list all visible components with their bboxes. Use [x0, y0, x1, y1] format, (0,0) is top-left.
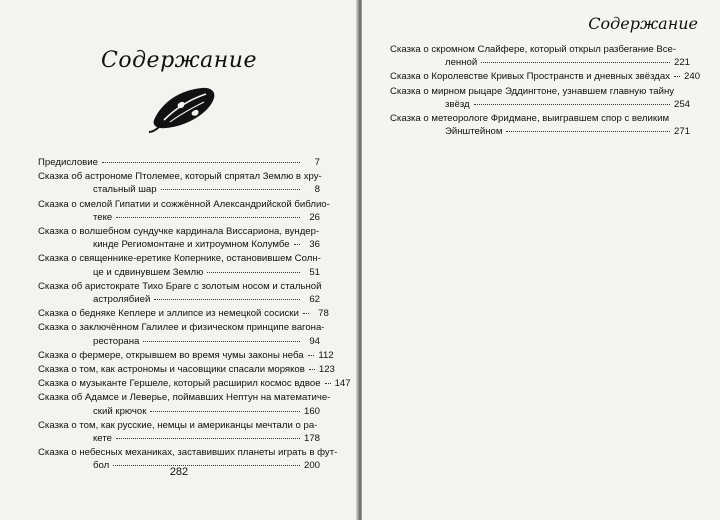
- toc-page-number: 254: [673, 98, 690, 110]
- toc-entry-line: [38, 238, 320, 251]
- toc-page-number: 160: [303, 405, 320, 417]
- table-of-contents-left: [38, 156, 351, 474]
- toc-entry-title: Сказка о священнике-еретике Копернике, остановившем Солн-: [38, 253, 321, 265]
- toc-entry-title: Сказка о бедняке Кеплере и эллипсе из немецкой сосиски: [38, 308, 299, 320]
- toc-entry-title: теке: [93, 211, 113, 223]
- ornament-icon: [148, 82, 220, 134]
- toc-entry-line: [38, 211, 320, 224]
- toc-entry[interactable]: [38, 252, 320, 278]
- dot-leader: [674, 76, 680, 77]
- toc-page-number: 94: [309, 335, 320, 347]
- dot-leader: [102, 162, 300, 163]
- toc-entry-line: [38, 225, 320, 238]
- toc-entry-title: ский крючок: [93, 405, 147, 417]
- toc-entry[interactable]: [390, 70, 701, 83]
- toc-entry-line: [38, 335, 320, 348]
- toc-entry-line: [38, 377, 351, 390]
- toc-entry[interactable]: [38, 170, 320, 196]
- toc-page-number: 123: [318, 364, 335, 376]
- toc-entry-line: [38, 156, 320, 169]
- toc-entry-line: [38, 349, 334, 362]
- toc-entry-title: Сказка о метеорологе Фридмане, выигравшем спор с великим: [390, 113, 670, 125]
- dot-leader: [474, 104, 670, 105]
- toc-page-number: 7: [314, 157, 320, 168]
- running-header: Содержание: [588, 14, 698, 33]
- toc-entry-line: [38, 432, 320, 445]
- toc-entry-line: [390, 85, 690, 98]
- toc-entry[interactable]: [38, 225, 320, 251]
- dot-leader: [207, 272, 300, 273]
- toc-entry-line: [38, 183, 320, 196]
- toc-entry-title: кинде Региомонтане и хитроумном Колумбе: [93, 239, 290, 251]
- dot-leader: [143, 341, 300, 342]
- toc-entry[interactable]: [38, 198, 330, 224]
- toc-entry-line: [38, 266, 320, 279]
- toc-page-number: 147: [334, 378, 351, 390]
- toc-page-number: 240: [684, 71, 701, 83]
- dot-leader: [309, 369, 315, 370]
- toc-entry[interactable]: [38, 391, 331, 417]
- toc-entry-title: Эйнштейном: [445, 126, 503, 138]
- contents-title: Содержание: [101, 48, 257, 73]
- dot-leader: [116, 438, 300, 439]
- dot-leader: [308, 355, 314, 356]
- toc-entry-title: астролябией: [93, 294, 151, 306]
- toc-entry-line: [38, 198, 330, 211]
- toc-entry-line: [38, 293, 320, 306]
- toc-entry-title: Предисловие: [38, 157, 98, 168]
- toc-entry-line: [390, 112, 690, 125]
- toc-entry-title: бол: [93, 460, 110, 472]
- right-page: [362, 0, 720, 520]
- toc-entry-title: Сказка о том, как астрономы и часовщики спасали моряков: [38, 364, 305, 376]
- toc-entry-line: [38, 419, 320, 432]
- toc-entry-title: Сказка о заключённом Галилее и физическом принципе вагона-: [38, 322, 325, 334]
- toc-entry[interactable]: [38, 377, 351, 390]
- toc-entry-title: Сказка об аристократе Тихо Браге с золотым носом и стальной: [38, 280, 322, 292]
- toc-entry-line: [38, 170, 320, 183]
- toc-entry-title: Сказка о Королевстве Кривых Пространств и дневных звёздах: [390, 71, 671, 83]
- toc-entry-line: [38, 280, 320, 293]
- dot-leader: [116, 217, 300, 218]
- toc-page-number: 51: [309, 266, 320, 278]
- toc-entry-title: це и сдвинувшем Землю: [93, 266, 204, 278]
- toc-entry-line: [390, 125, 690, 138]
- toc-page-number: 8: [314, 184, 320, 196]
- toc-entry-title: ресторана: [93, 335, 140, 347]
- toc-entry-line: [390, 43, 690, 56]
- toc-entry[interactable]: [38, 321, 325, 347]
- toc-page-number: 78: [318, 308, 329, 320]
- dot-leader: [161, 189, 300, 190]
- dot-leader: [154, 299, 300, 300]
- toc-entry-title: ленной: [445, 57, 478, 69]
- toc-entry-title: кете: [93, 433, 112, 445]
- toc-page-number: 271: [673, 126, 690, 138]
- toc-entry-title: Сказка о волшебном сундучке кардинала Виссариона, вундер-: [38, 226, 320, 238]
- toc-entry-line: [38, 405, 320, 418]
- dot-leader: [303, 313, 309, 314]
- toc-page-number: 112: [318, 349, 334, 361]
- toc-entry-line: [390, 70, 701, 83]
- dot-leader: [481, 62, 670, 63]
- page-number: 282: [169, 466, 189, 478]
- toc-page-number: 178: [303, 433, 320, 445]
- dot-leader: [506, 131, 670, 132]
- toc-entry-line: [38, 446, 338, 459]
- toc-entry[interactable]: [38, 307, 329, 320]
- toc-entry[interactable]: [38, 419, 320, 445]
- toc-entry[interactable]: [38, 349, 334, 362]
- toc-page-number: 36: [309, 239, 320, 251]
- table-of-contents-right: [390, 43, 701, 139]
- toc-entry-line: [38, 363, 335, 376]
- toc-entry-line: [390, 56, 690, 69]
- toc-entry-title: стальный шар: [93, 184, 157, 196]
- toc-entry[interactable]: [38, 363, 335, 376]
- toc-entry[interactable]: [390, 85, 690, 111]
- toc-entry-title: Сказка о смелой Гипатии и сожжённой Александрийской библио-: [38, 198, 330, 210]
- toc-entry[interactable]: [390, 43, 690, 69]
- toc-entry-line: [390, 98, 690, 111]
- dot-leader: [150, 411, 300, 412]
- dot-leader: [325, 383, 331, 384]
- toc-page-number: 26: [309, 211, 320, 223]
- toc-entry-line: [38, 307, 329, 320]
- toc-entry[interactable]: [390, 112, 690, 138]
- toc-entry-title: Сказка об Адамсе и Леверье, поймавших Нептун на математиче-: [38, 392, 331, 404]
- toc-entry-title: звёзд: [445, 98, 470, 110]
- toc-entry-title: Сказка о фермере, открывшем во время чумы законы неба: [38, 349, 304, 361]
- toc-entry-title: Сказка о музыканте Гершеле, который расширил космос вдвое: [38, 378, 321, 390]
- toc-entry-line: [38, 252, 320, 265]
- toc-entry-title: Сказка о том, как русские, немцы и американцы мечтали о ра-: [38, 419, 318, 431]
- toc-entry-title: Сказка о небесных механиках, заставивших планеты играть в фут-: [38, 447, 338, 459]
- toc-entry-title: Сказка об астрономе Птолемее, который спрятал Землю в хру-: [38, 171, 322, 183]
- toc-entry[interactable]: [38, 280, 320, 306]
- toc-entry-title: Сказка о скромном Слайфере, который открыл разбегание Все-: [390, 44, 677, 55]
- toc-entry-line: [38, 321, 325, 334]
- toc-entry-line: [38, 391, 331, 404]
- dot-leader: [294, 244, 300, 245]
- toc-entry[interactable]: [38, 156, 320, 169]
- toc-page-number: 221: [673, 57, 690, 69]
- toc-page-number: 62: [309, 294, 320, 306]
- left-page: [0, 0, 358, 520]
- toc-page-number: 200: [303, 460, 320, 472]
- toc-entry-title: Сказка о мирном рыцаре Эддингтоне, узнавшем главную тайну: [390, 85, 675, 97]
